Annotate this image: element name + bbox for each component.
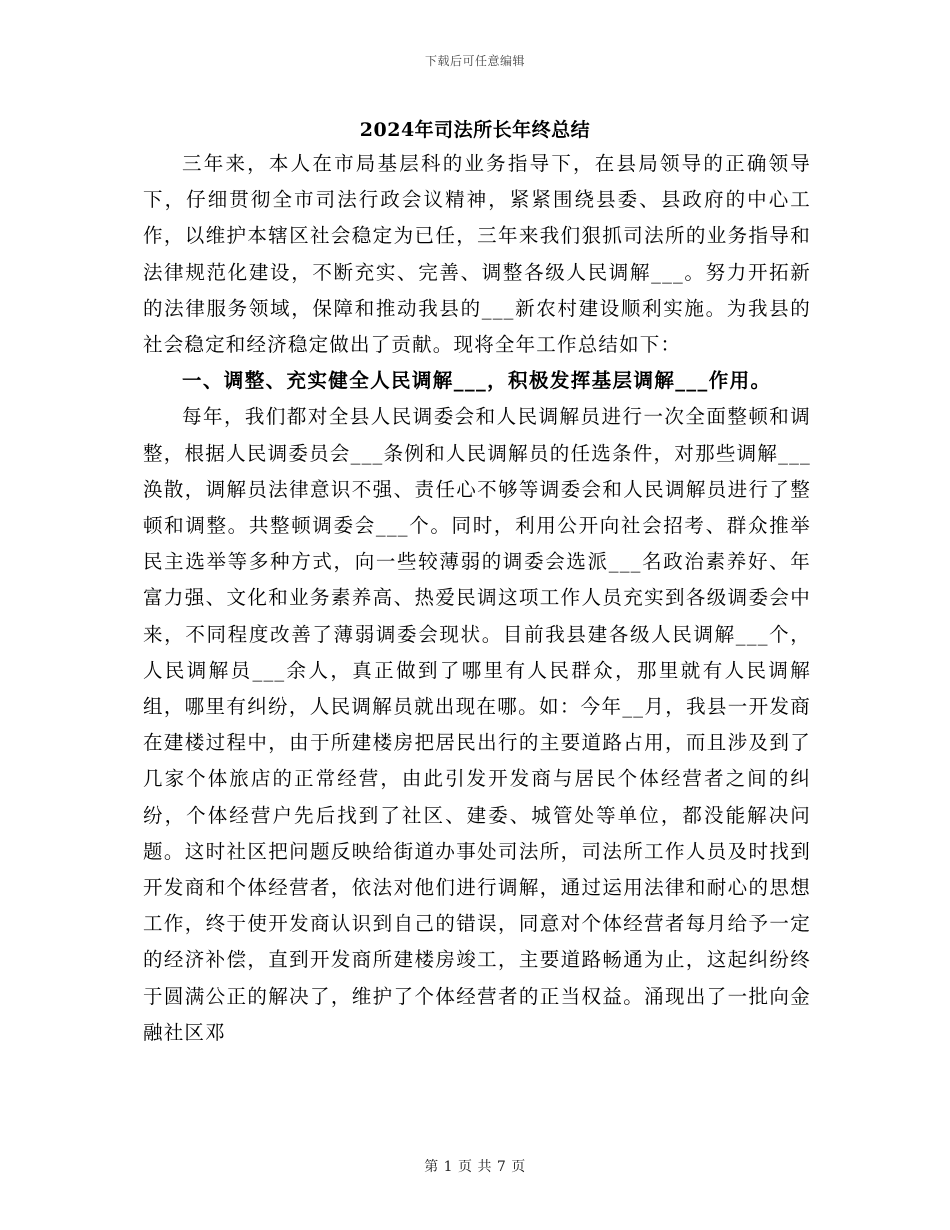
document-body xyxy=(143,146,811,1051)
section-heading-1: 一、调整、充实健全人民调解___，积极发挥基层调解___作用。 xyxy=(182,369,772,393)
page-number-footer: 第 1 页 共 7 页 xyxy=(424,1159,526,1175)
page-header-note: 下载后可任意编辑 xyxy=(424,54,525,68)
section-1-paragraph: 每年，我们都对全县人民调委会和人民调解员进行一次全面整顿和调整，根据人民调委员会___条例和人民调解员的任选条件，对那些调解___涣散，调解员法律意识不强、责任心不够等调委会和人民调解员进行了整顿和调整。共整顿调委会___个。同时，利用公开向社会招考、群众推举民主选举等多种方式，向一些较薄弱的调委会选派___名政治素养好、年富力强、文化和业务素养高、热爱民调这项工作人员充实到各级调委会中来，不同程度改善了薄弱调委会现状。目前我县建各级人民调解___个，人民调解员___余人，真正做到了哪里有人民群众，那里就有人民调解组，哪里有纠纷，人民调解员就出现在哪。如：今年__月，我县一开发商在建楼过程中，由于所建楼房把居民出行的主要道路占用，而且涉及到了几家个体旅店的正常经营，由此引发开发商与居民个体经营者之间的纠纷，个体经营户先后找到了社区、建委、城管处等单位，都没能解决问题。这时社区把问题反映给街道办事处司法所，司法所工作人员及时找到开发商和个体经营者，依法对他们进行调解，通过运用法律和耐心的思想工作，终于使开发商认识到自己的错误，同意对个体经营者每月给予一定的经济补偿，直到开发商所建楼房竣工，主要道路畅通为止，这起纠纷终于圆满公正的解决了，维护了个体经营者的正当权益。涌现出了一批向金融社区邓 xyxy=(143,405,811,1044)
intro-paragraph: 三年来，本人在市局基层科的业务指导下，在县局领导的正确领导下，仔细贯彻全市司法行政会议精神，紧紧围绕县委、县政府的中心工作，以维护本辖区社会稳定为已任，三年来我们狠抓司法所的业务指导和法律规范化建设，不断充实、完善、调整各级人民调解___。努力开拓新的法律服务领域，保障和推动我县的___新农村建设顺利实施。为我县的社会稳定和经济稳定做出了贡献。现将全年工作总结如下： xyxy=(143,152,811,357)
document-title: 2024年司法所长年终总结 xyxy=(359,119,591,141)
